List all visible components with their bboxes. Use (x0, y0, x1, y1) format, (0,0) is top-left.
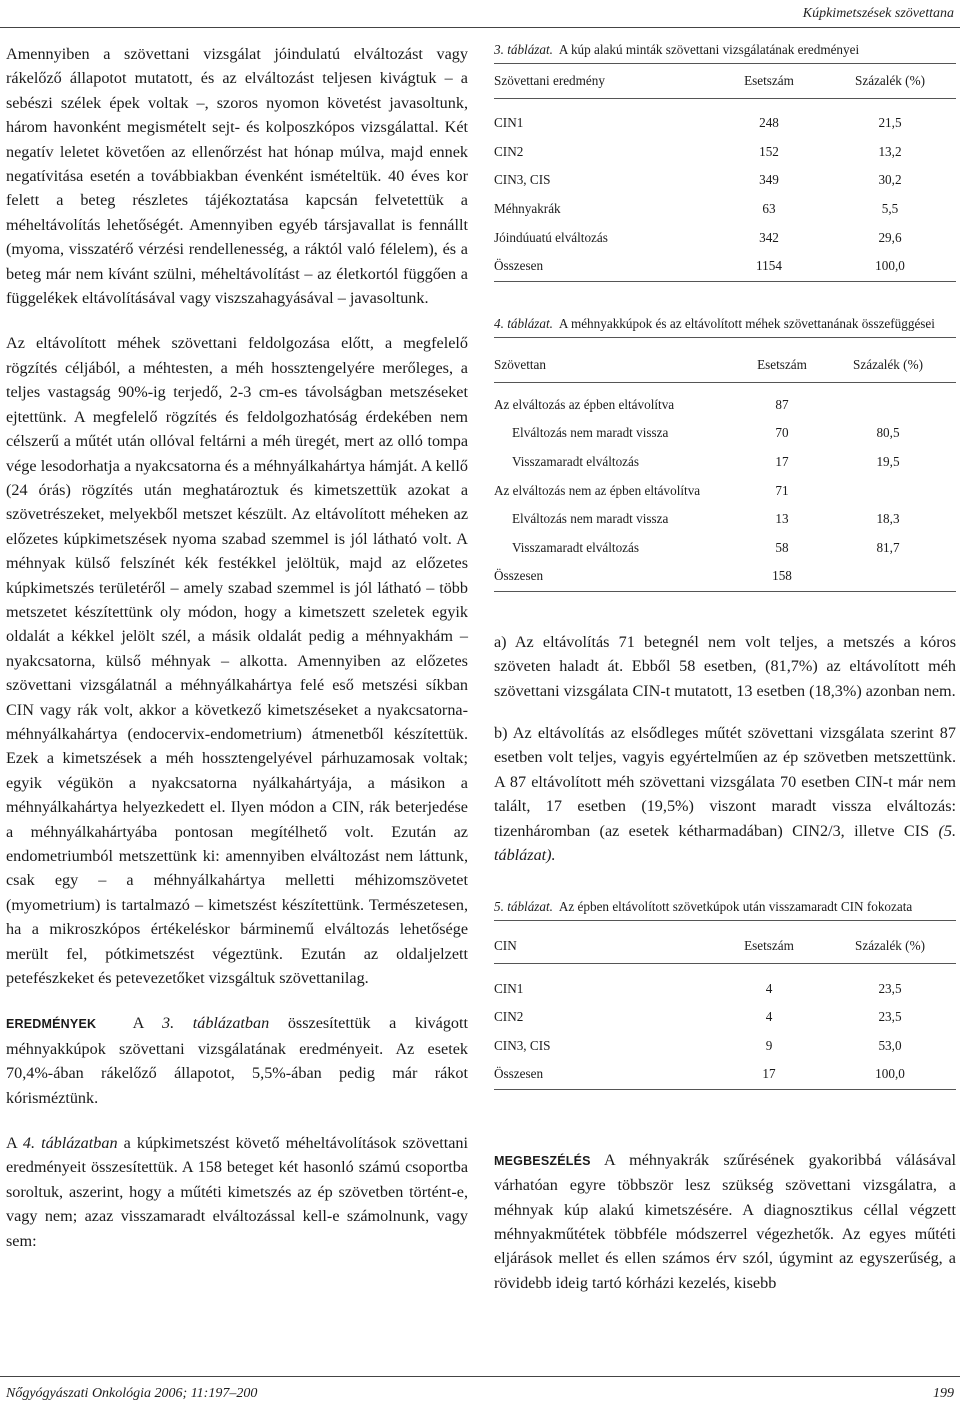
results-text-a: A (132, 1014, 162, 1033)
table-header: Szövettan Esetszám Százalék (%) (494, 348, 956, 383)
right-column (494, 42, 956, 1313)
running-head: Kúpkimetszések szövettana (802, 6, 954, 21)
paragraph-results-1 (6, 1011, 468, 1110)
table-caption: 5. táblázat. Az épben eltávolított szövetkúpok után visszamaradt CIN fokozata (494, 899, 956, 921)
table-row: CIN2 152 13,2 (494, 143, 902, 159)
table-caption: 3. táblázat. A kúp alakú minták szövettani vizsgálatának eredményei (494, 42, 956, 64)
table-5 (494, 899, 956, 1089)
table-row-total: Összesen 1154 100,0 (494, 252, 956, 282)
paragraph-b: b) Az eltávolítás az elsődleges műtét szövettani vizsgálata szerint 87 esetben volt teljes, vagyis egyértelműen az ép szövetben metszettünk. A 87 eltávolított méh szövettani vizsgálata 70 esetben CIN-t már nem talált, 17 esetben (19,5%) viszont maradt vissza elváltozás: tizenháromban (az esetek kétharmadában) CIN2/3, illetve CIS (5. táblázat). (494, 723, 956, 864)
results2-text-b: a kúpkimetszést követő méheltávolítások szövettani eredményeit összesítettük. A 158 beteget két hasonló számú csoportba soroltuk, aszerint, hogy a műtéti kimetszés az ép szövetben történt-e, vagy nem; azaz visszamaradt elváltozással kell-e számolnunk, vagy sem: (6, 1134, 468, 1250)
page-number: 199 (933, 1386, 954, 1401)
results-heading: EREDMÉNYEK (6, 1017, 97, 1032)
left-column (6, 42, 468, 1274)
table-row: CIN1 4 23,5 (494, 980, 902, 996)
table-caption: 4. táblázat. A méhnyakkúpok és az eltávolított méhek szövettanának összefüggései (494, 316, 956, 338)
table-ref: 3. táblázatban (161, 1014, 270, 1033)
paragraph-results-2 (6, 1131, 468, 1253)
table-4 (494, 316, 956, 592)
table-3 (494, 42, 956, 282)
table-row: CIN3, CIS 9 53,0 (494, 1037, 902, 1053)
footer-rule (0, 1376, 960, 1377)
table-row: Elváltozás nem maradt vissza 70 80,5 (512, 425, 900, 441)
table-row: Jóindúuatú elváltozás 342 29,6 (494, 229, 902, 245)
paragraph-a: a) Az eltávolítás 71 betegnél nem volt teljes, a metszés a kóros szöveten haladt át. Ebből 58 esetben, (81,7%) az eltávolított méh szövettani vizsgálata CIN-t mutatott, 13 esetben (18,3%) azonban nem. (494, 632, 956, 700)
table-row: CIN3, CIS 349 30,2 (494, 172, 902, 188)
table-header: Szövettani eredmény Esetszám Százalék (%) (494, 64, 956, 99)
table-row: CIN1 248 21,5 (494, 115, 902, 131)
table-row: Visszamaradt elváltozás 58 81,7 (512, 539, 900, 555)
table-row-total: Összesen 158 (494, 562, 956, 592)
paragraph-discussion: MEGBESZÉLÉS A méhnyakrák szűrésének gyakoribbá válásával várhatóan egyre többször lesz szükség szövettani vizsgálatra, a méhnyak kúp alakú kimetszésére. A diagnosztikus céllal végzett méhnyakműtétek többféle módszerrel végezhetők. Az egyes műtéti eljárások mellet és ellen számos érv szól, úgymint az egyszerűség, a rövidebb ideig tartó kórházi kezelés, kisebb (494, 1150, 956, 1292)
table-row: Visszamaradt elváltozás 17 19,5 (512, 454, 900, 470)
table-row: CIN2 4 23,5 (494, 1009, 902, 1025)
header-rule (0, 27, 960, 28)
results2-text-a: A (6, 1134, 23, 1153)
table-row: Az elváltozás nem az épben eltávolítva 71 (494, 482, 789, 498)
journal-citation: Nőgyógyászati Onkológia 2006; 11:197–200 (6, 1386, 258, 1401)
paragraph-processing: Az eltávolított méhek szövettani feldolgozása előtt, a megfelelő rögzítés céljából, a méhtesten, a méh hossztengelyére merőleges, a teljes vastagság 90%-ig terjedő, 2-3 cm-es távolságban metszéseket ejtettünk. A megfelelő rögzítés és feldolgozhatóság érdekében nem célszerű a műtét után ollóval feltárni a méh üregét, mert az olló tompa vége lesodorhatja a nyakcsatorna és a méhnyálkahártya hámját. A kellő (24 órás) rögzítés után meghatároztuk és kimetszettük azokat a szövetrészeket, melyekből metszet készült. Az eltávolított méheken az előzetes kúpkimetszések nyoma szabad szemmel is jól látható volt. A méhnyak külső felszínét kék festékkel jelöltük, majd az előzetes kúpkimetszés területéről – amely szabad szemmel is jól látható – több metszetet készítettünk oly módon, hogy a kimetszett szeletek egyik oldalát a kékkel jelölt szél, a másik oldalát pedig a méhnyakhám – nyakcsatorna, külső méhnyak – alkotta. Amennyiben az előzetes szövettani vizsgálatnál a méhnyálkahártya felé eső metszési síkban CIN vagy rák volt, akkor a következő kimetszéseket a nyakcsatorna-méhnyálkahártya (endocervix-endometrium) átmenetből készítettük. Ezek a kimetszések a méh hossztengelyével párhuzamosak voltak; egyik végükön a nyakcsatorna nyálkahártyája, a másikon a méhnyálkahártya helyezkedett el. Ilyen módon a CIN, rák beterjedése a méhnyálkahártyába pontosan megítélhető volt. Ezután az endometriumból metszettünk ki: amennyiben elváltozást nem láttunk, csak egy – a méhnyálkahártya melletti méhizomszövetet (myometrium) is tartalmazó – kimetszést készítettünk. Természetesen, ha a mikroszkópos értékeléskor bárminemű elváltozás lehetősége merült fel, pótkimetszést végeztünk. Ezután az oldaljelzett petefészkeket és petevezetőket vizsgáltuk szövettanilag. (6, 334, 468, 988)
table-ref: 4. táblázatban (22, 1134, 118, 1153)
paragraph-followup: Amennyiben a szövettani vizsgálat jóindulatú elváltozást vagy rákelőző állapotot mutatott, és az elváltozást teljesen kivágtuk – a sebészi szélek épek voltak –, szoros nyomon követést javasoltunk, három havonként megismételt sejt- és kolposzkópos vizsgálattal. Két negatív leletet követően az ellenőrzést hat hónap múlva, majd ennek negatívitása esetén a továbbiakban évenként ismételtük. 40 éves kor felett a beteg részletes tájékoztatása kapcsán felvetettük a méheltávolítás lehetőségét. Amennyiben egyéb társjavallat is fennállt (myoma, visszatérő vérzési rendellenesség, a ráktól való félelem), és a beteg már nem kívánt szülni, méheltávolítást – az életkortól függően a függelékek eltávolításával vagy viszszahagyásával – javasoltunk. (6, 45, 468, 308)
table-header: CIN Esetszám Százalék (%) (494, 929, 956, 964)
results-text-b: összesítettük a kivágott méhnyakkúpok szövettani vizsgálatának eredményeit. Az esetek 70,4%-ában rákelőző állapotot, 5,5%-ában pedig már rákot kórisméztünk. (6, 1014, 469, 1107)
table-row-total: Összesen 17 100,0 (494, 1060, 956, 1090)
table-ref: (5. táblázat). (494, 821, 956, 864)
table-row: Az elváltozás az épben eltávolítva 87 (494, 396, 789, 412)
discussion-heading: MEGBESZÉLÉS (494, 1153, 591, 1168)
table-row: Elváltozás nem maradt vissza 13 18,3 (512, 511, 900, 527)
table-row: Méhnyakrák 63 5,5 (494, 201, 899, 217)
